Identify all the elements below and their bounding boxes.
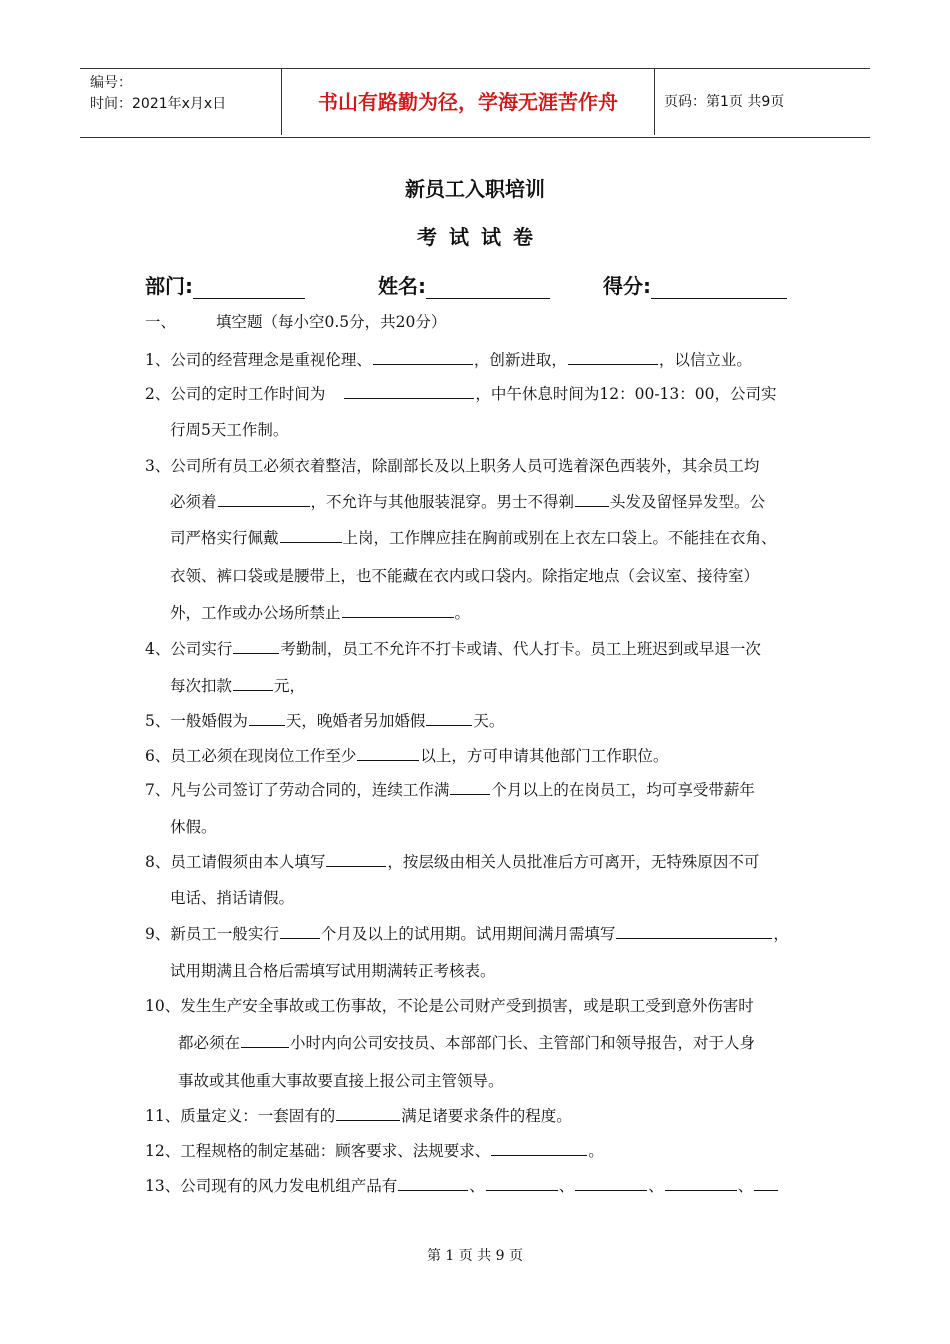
question-10-line3: 事故或其他重大事故要直接上报公司主管领导。 bbox=[178, 1072, 504, 1090]
document-header bbox=[80, 68, 870, 138]
q10-text-b1: 都必须在 bbox=[178, 1034, 241, 1052]
q8-text-a2: ，按层级由相关人员批准后方可离开，无特殊原因不可 bbox=[387, 853, 760, 871]
score-field[interactable] bbox=[603, 270, 787, 299]
question-9 bbox=[145, 922, 789, 944]
q10-text-b2: 小时内向公司安技员、本部部门长、主管部门和领导报告，对于人身 bbox=[290, 1034, 756, 1052]
q3-text-b3: 头发及留怪异发型。公 bbox=[610, 493, 766, 511]
question-11 bbox=[145, 1104, 572, 1126]
q1-text-a: 1、公司的经营理念是重视伦理、 bbox=[145, 351, 372, 369]
q11-text-a: 11、质量定义：一套固有的 bbox=[145, 1107, 336, 1125]
q8-text-a1: 8、员工请假须由本人填写 bbox=[145, 853, 326, 871]
q3-text-c2: 上岗，工作牌应挂在胸前或别在上衣左口袋上。不能挂在衣角、 bbox=[342, 529, 777, 547]
time-label: 时间：2021年x月x日 bbox=[90, 96, 227, 112]
question-12 bbox=[145, 1139, 604, 1161]
q9-text-a2: 个月及以上的试用期。试用期间满月需填写 bbox=[320, 925, 616, 943]
q7-text-a2: 个月以上的在岗员工，均可享受带薪年 bbox=[491, 781, 755, 799]
q3-text-e2: 。 bbox=[454, 604, 471, 622]
answer-blank[interactable] bbox=[575, 490, 609, 507]
score-label: 得分: bbox=[603, 274, 651, 298]
q9-text-a3: ， bbox=[773, 925, 789, 943]
section-heading bbox=[145, 310, 446, 332]
section-text: 填空题（每小空0.5分，共20分） bbox=[216, 313, 447, 331]
answer-blank[interactable] bbox=[373, 348, 473, 365]
answer-blank[interactable] bbox=[665, 1174, 737, 1191]
answer-blank[interactable] bbox=[218, 490, 310, 507]
question-13 bbox=[145, 1174, 779, 1196]
question-9-cont: 试用期满且合格后需填写试用期满转正考核表。 bbox=[170, 962, 496, 980]
q12-text-a: 12、工程规格的制定基础：顾客要求、法规要求、 bbox=[145, 1142, 491, 1160]
answer-blank[interactable] bbox=[491, 1139, 587, 1156]
number-label: 编号： bbox=[90, 75, 132, 91]
q3-text-c1: 司严格实行佩戴 bbox=[170, 529, 279, 547]
answer-blank[interactable] bbox=[233, 637, 279, 654]
answer-blank[interactable] bbox=[280, 526, 342, 543]
q11-text-b: 满足诸要求条件的程度。 bbox=[401, 1107, 572, 1125]
answer-blank[interactable] bbox=[486, 1174, 558, 1191]
q4-text-a1: 4、公司实行 bbox=[145, 640, 233, 658]
q5-text-c: 天。 bbox=[473, 712, 505, 730]
header-motto: 书山有路勤为径，学海无涯苦作舟 bbox=[281, 69, 655, 135]
dept-label: 部门: bbox=[145, 274, 193, 298]
answer-blank[interactable] bbox=[326, 850, 386, 867]
question-2-cont: 行周5天工作制。 bbox=[170, 421, 289, 439]
name-field[interactable] bbox=[378, 270, 550, 299]
q9-text-a1: 9、新员工一般实行 bbox=[145, 925, 279, 943]
title-line1: 新员工入职培训 bbox=[405, 177, 545, 201]
answer-blank[interactable] bbox=[342, 601, 454, 618]
question-3-line5 bbox=[170, 601, 470, 623]
question-2 bbox=[145, 382, 777, 404]
answer-blank[interactable] bbox=[344, 382, 474, 399]
question-4 bbox=[145, 637, 761, 659]
question-8-cont: 电话、捎话请假。 bbox=[170, 889, 295, 907]
q6-text-a: 6、员工必须在现岗位工作至少 bbox=[145, 747, 357, 765]
question-3: 3、公司所有员工必须衣着整洁，除副部长及以上职务人员可选着深色西装外，其余员工均 bbox=[145, 457, 760, 475]
answer-blank[interactable] bbox=[249, 709, 285, 726]
answer-blank[interactable] bbox=[450, 778, 490, 795]
answer-blank[interactable] bbox=[233, 674, 273, 691]
q3-text-e1: 外，工作或办公场所禁止 bbox=[170, 604, 341, 622]
question-7 bbox=[145, 778, 755, 800]
answer-blank[interactable] bbox=[357, 744, 419, 761]
q2-text-b: ，中午休息时间为12：00-13：00，公司实 bbox=[475, 385, 777, 403]
answer-blank[interactable] bbox=[568, 348, 658, 365]
q6-text-b: 以上，方可申请其他部门工作职位。 bbox=[420, 747, 669, 765]
q5-text-a: 5、一般婚假为 bbox=[145, 712, 248, 730]
q4-text-b2: 元， bbox=[274, 677, 306, 695]
question-8 bbox=[145, 850, 759, 872]
q13-text-a: 13、公司现有的风力发电机组产品有 bbox=[145, 1177, 398, 1195]
section-num: 一、 bbox=[145, 313, 177, 331]
question-3-line3 bbox=[170, 526, 777, 548]
answer-blank[interactable] bbox=[336, 1104, 400, 1121]
q13-separator: 、 bbox=[648, 1177, 664, 1195]
question-3-line4: 衣领、裤口袋或是腰带上，也不能藏在衣内或口袋内。除指定地点（会议室、接待室） bbox=[170, 567, 760, 585]
title-line2: 考试试卷 bbox=[417, 225, 545, 249]
q1-text-b: ，创新进取， bbox=[473, 351, 567, 369]
q3-text-b2: ，不允许与其他服装混穿。男士不得剃 bbox=[310, 493, 575, 511]
q13-separator: 、 bbox=[469, 1177, 485, 1195]
dept-blank[interactable] bbox=[193, 276, 305, 299]
name-label: 姓名: bbox=[378, 274, 426, 298]
answer-blank[interactable] bbox=[575, 1174, 647, 1191]
answer-blank[interactable] bbox=[241, 1031, 289, 1048]
q5-text-b: 天，晚婚者另加婚假 bbox=[285, 712, 426, 730]
header-left bbox=[90, 73, 226, 115]
answer-blank[interactable] bbox=[426, 709, 472, 726]
q13-separator: 、 bbox=[737, 1177, 754, 1195]
q4-text-b1: 每次扣款 bbox=[170, 677, 233, 695]
q12-text-b: 。 bbox=[588, 1142, 604, 1160]
answer-blank[interactable] bbox=[398, 1174, 468, 1191]
page-footer: 第 1 页 共 9 页 bbox=[426, 1248, 524, 1264]
q7-text-a1: 7、凡与公司签订了劳动合同的，连续工作满 bbox=[145, 781, 450, 799]
score-blank[interactable] bbox=[651, 276, 787, 299]
q2-text-a: 2、公司的定时工作时间为 bbox=[145, 385, 326, 403]
q3-text-b1: 必须着 bbox=[170, 493, 217, 511]
question-4-cont bbox=[170, 674, 305, 696]
dept-field[interactable] bbox=[145, 270, 305, 299]
question-5 bbox=[145, 709, 504, 731]
q4-text-a2: 考勤制，员工不允许不打卡或请、代人打卡。员工上班迟到或早退一次 bbox=[280, 640, 761, 658]
question-10-line2 bbox=[178, 1031, 755, 1053]
question-10: 10、发生生产安全事故或工伤事故，不论是公司财产受到损害，或是职工受到意外伤害时 bbox=[145, 997, 754, 1015]
answer-blank[interactable] bbox=[280, 922, 320, 939]
question-7-cont: 休假。 bbox=[170, 818, 217, 836]
name-blank[interactable] bbox=[426, 276, 550, 299]
question-6 bbox=[145, 744, 668, 766]
header-page-info: 页码：第1页 共9页 bbox=[664, 94, 785, 110]
q13-separator: 、 bbox=[558, 1177, 575, 1195]
answer-blank[interactable] bbox=[754, 1174, 778, 1191]
question-3-line2 bbox=[170, 490, 765, 512]
q1-text-c: ，以信立业。 bbox=[658, 351, 752, 369]
question-1 bbox=[145, 348, 752, 370]
answer-blank[interactable] bbox=[616, 922, 772, 939]
